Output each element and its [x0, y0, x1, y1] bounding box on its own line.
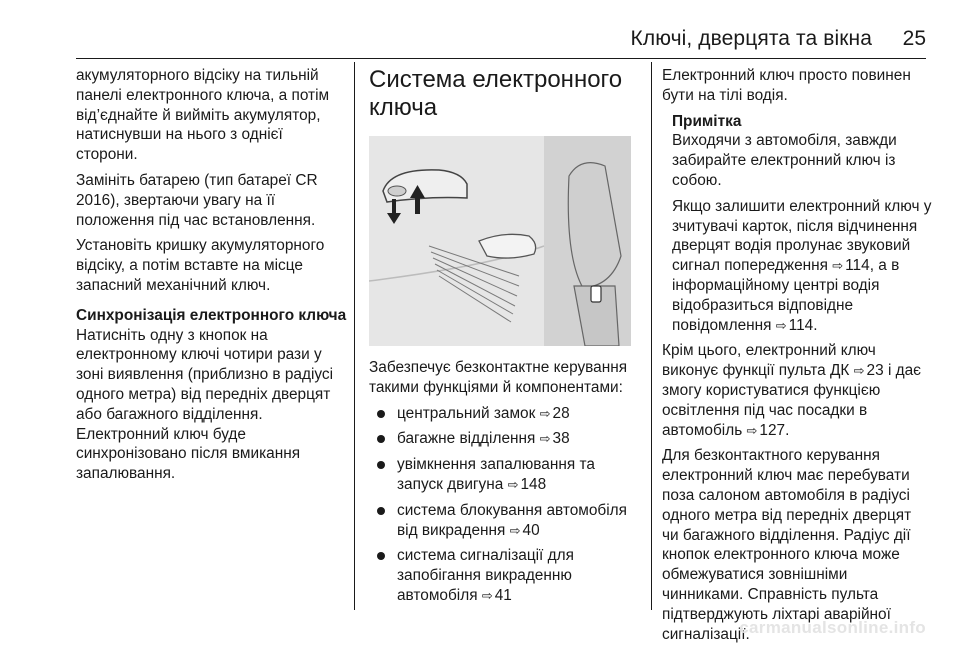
- column-middle: [369, 66, 645, 612]
- reference-arrow-icon: ⇨: [509, 522, 521, 538]
- list-item: [369, 455, 645, 495]
- list-item-text: система блокування автомобіля від викрадення: [397, 501, 627, 539]
- list-item: [369, 429, 645, 449]
- paragraph: Електронний ключ просто повинен бути на тілі водія.: [662, 67, 911, 104]
- list-item-text: центральний замок: [397, 404, 540, 422]
- page-reference: 127: [759, 421, 786, 439]
- sync-text: Натисніть одну з кнопок на електронному ключі чотири рази у зоні виявлення (приблизно в радіусі одного метра) від передніх дверцят або багажного відділення. Електронний ключ буде синхронізовано після вмикання запалювання.: [76, 326, 334, 483]
- note-text: .: [813, 316, 818, 334]
- reference-arrow-icon: ⇨: [539, 431, 551, 447]
- door-illustration-svg: [369, 136, 631, 346]
- section-heading: Система електронного ключа: [369, 66, 623, 121]
- bullet-icon: [377, 507, 385, 515]
- column-divider: [354, 62, 355, 610]
- note-paragraph: [672, 197, 932, 336]
- intro-text: Забезпечує безконтактне керування такими функціями й компонентами:: [369, 359, 628, 396]
- bullet-icon: [377, 552, 385, 560]
- note-text: Якщо залишити електронний ключ у зчитувачі карток, після відчинення дверцят водія пролунає звуковий сигнал попередження: [672, 197, 932, 275]
- sync-heading: Синхронізація електронного ключа: [76, 306, 347, 324]
- header-title: Ключі, дверцята та вікна: [630, 27, 872, 50]
- page-number: 25: [902, 27, 926, 50]
- text: і дає змогу користуватися функцією освітлення під час посадки в автомобіль: [662, 362, 922, 439]
- header-rule: [76, 58, 926, 59]
- sync-section: [76, 306, 348, 484]
- paragraph: Для безконтактного керування електронний ключ має перебувати поза салоном автомобіля в радіусі одного метра від передніх дверцят чи багажного відділення. Радіус дії кнопок електронного ключа може обмежуватися зовнішніми чинниками. Справність пульта підтверджують ліхтарі аварійної сигналізації.: [662, 447, 912, 643]
- reference-arrow-icon: ⇨: [507, 476, 519, 492]
- note-box: [662, 112, 932, 336]
- list-item: [369, 501, 645, 541]
- reference-arrow-icon: ⇨: [539, 405, 551, 421]
- page-reference: 23: [866, 362, 884, 380]
- page-reference: 114: [845, 257, 870, 275]
- text: .: [785, 421, 790, 439]
- column-right: [662, 66, 932, 650]
- paragraph: Замініть батарею (тип батареї CR 2016), звертаючи увагу на її положення під час встановлення.: [76, 171, 318, 229]
- bullet-icon: [377, 410, 385, 418]
- feature-list: [369, 404, 645, 606]
- page-reference: 40: [522, 521, 540, 539]
- list-item-text: система сигналізації для запобігання викраденню автомобіля: [397, 547, 574, 604]
- reference-arrow-icon: ⇨: [481, 587, 493, 603]
- column-divider: [651, 62, 652, 610]
- note-text: , а в інформаційному центрі водія відобразиться відповідне повідомлення: [672, 257, 900, 334]
- reference-arrow-icon: ⇨: [853, 363, 865, 379]
- page-reference: 28: [552, 404, 570, 422]
- note-label: Примітка: [672, 112, 742, 130]
- reference-arrow-icon: ⇨: [746, 422, 758, 438]
- bullet-icon: [377, 435, 385, 443]
- paragraph: Установіть кришку акумуляторного відсіку, а потім вставте на місце запасний механічний ключ.: [76, 237, 325, 294]
- page-reference: 114: [788, 316, 814, 334]
- paragraph: акумуляторного відсіку на тильній панелі електронного ключа, а потім від’єднайте й вийміть акумулятор, натиснувши на нього з однієї сторони.: [76, 67, 330, 164]
- list-item: [369, 546, 645, 605]
- note-paragraph: Виходячи з автомобіля, завжди забирайте електронний ключ із собою.: [672, 132, 897, 189]
- list-item: [369, 404, 645, 424]
- column-left: [76, 66, 348, 490]
- reference-arrow-icon: ⇨: [775, 317, 787, 333]
- paragraph: [662, 341, 932, 440]
- watermark: carmanualsonline.info: [739, 618, 926, 637]
- text: Крім цього, електронний ключ виконує функції пульта ДК: [662, 342, 876, 380]
- reference-arrow-icon: ⇨: [832, 258, 844, 274]
- page-reference: 38: [552, 430, 570, 448]
- page-reference: 41: [494, 586, 512, 604]
- page-reference: 148: [520, 475, 547, 493]
- list-item-text: багажне відділення: [397, 430, 540, 448]
- door-handle-illustration: [369, 136, 631, 346]
- list-item-text: увімкнення запалювання та запуск двигуна: [397, 456, 595, 493]
- bullet-icon: [377, 461, 385, 469]
